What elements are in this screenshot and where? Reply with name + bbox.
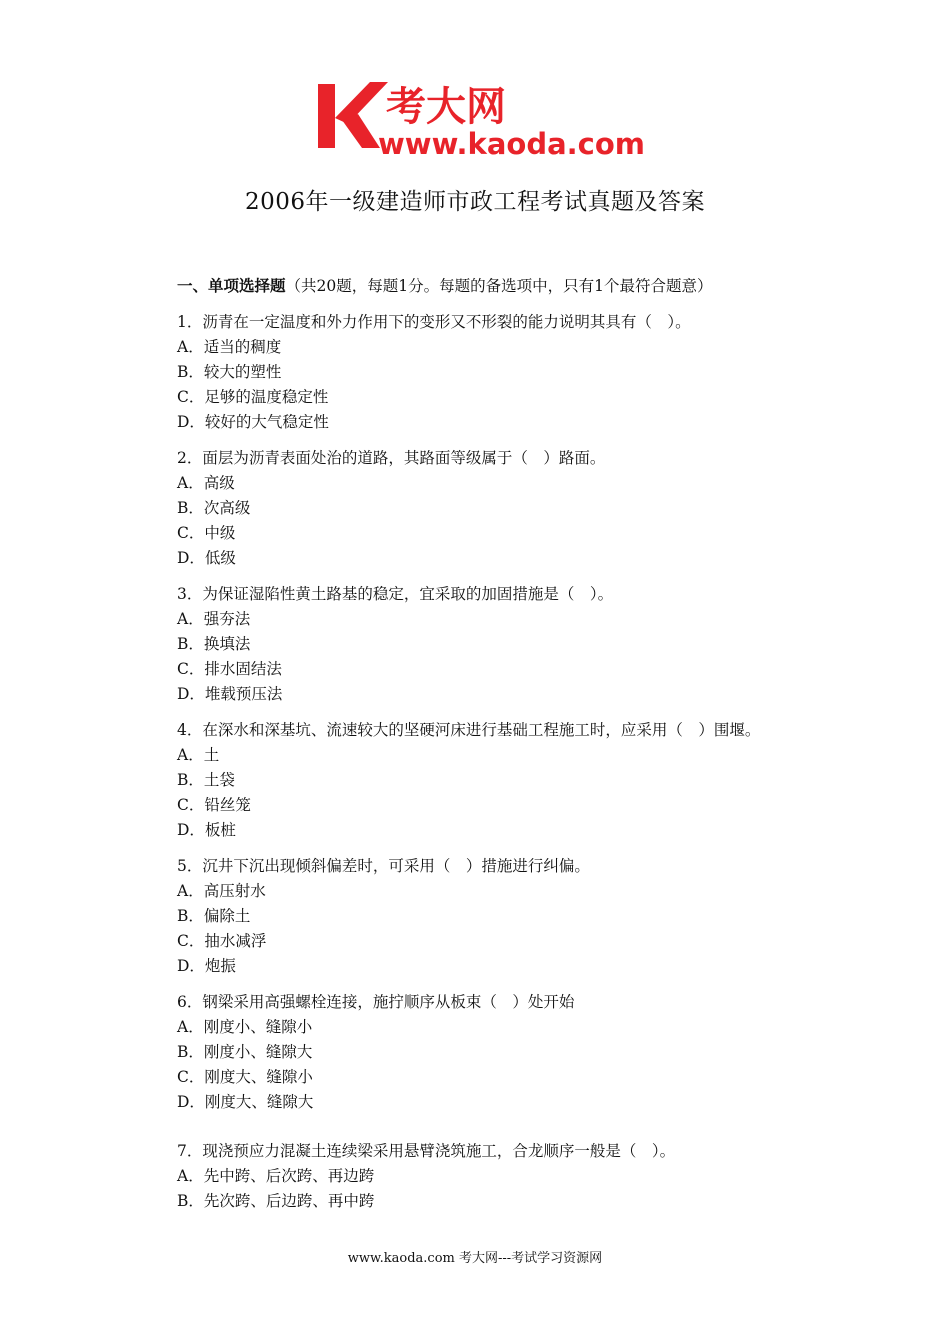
question-option: D．刚度大、缝隙大 <box>177 1093 314 1111</box>
question-option: A．高级 <box>177 474 235 492</box>
question-option: D．低级 <box>177 549 236 567</box>
question-option: A．先中跨、后次跨、再边跨 <box>177 1167 375 1185</box>
question-block <box>177 990 837 1115</box>
question-option: B．先次跨、后边跨、再中跨 <box>177 1192 375 1210</box>
question-stem: 4．在深水和深基坑、流速较大的坚硬河床进行基础工程施工时，应采用（ ）围堰。 <box>177 721 761 739</box>
question-stem: 6．钢梁采用高强螺栓连接，施拧顺序从板束（ ）处开始 <box>177 993 575 1011</box>
question-option: C．排水固结法 <box>177 660 282 678</box>
question-option: C．中级 <box>177 524 236 542</box>
question-stem: 3．为保证湿陷性黄土路基的稳定，宜采取的加固措施是（ ）。 <box>177 585 614 603</box>
svg-text:考大网: 考大网 <box>386 84 506 130</box>
section-heading <box>177 272 837 300</box>
question-option: C．刚度大、缝隙小 <box>177 1068 313 1086</box>
question-option: A．强夯法 <box>177 610 251 628</box>
question-option: D．板桩 <box>177 821 236 839</box>
svg-text:www.kaoda.com: www.kaoda.com <box>378 127 645 160</box>
question-option: B．土袋 <box>177 771 235 789</box>
kaoda-logo-graphic <box>318 80 648 160</box>
question-block <box>177 718 837 843</box>
question-option: B．较大的塑性 <box>177 363 282 381</box>
question-option: C．抽水减浮 <box>177 932 267 950</box>
question-block <box>177 310 837 435</box>
question-option: A．土 <box>177 746 220 764</box>
section-heading-label: 一、单项选择题 <box>177 276 286 295</box>
question-option: D．堆载预压法 <box>177 685 283 703</box>
question-option: A．高压射水 <box>177 882 266 900</box>
question-option: C．足够的温度稳定性 <box>177 388 329 406</box>
question-option: C．铅丝笼 <box>177 796 251 814</box>
question-option: B．次高级 <box>177 499 251 517</box>
question-block <box>177 582 837 707</box>
question-list <box>177 310 837 1214</box>
question-option: D．较好的大气稳定性 <box>177 413 329 431</box>
section-heading-note: （共20题，每题1分。每题的备选项中，只有1个最符合题意） <box>285 277 713 295</box>
question-option: D．炮振 <box>177 957 236 975</box>
question-stem: 1．沥青在一定温度和外力作用下的变形又不形裂的能力说明其具有（ ）。 <box>177 313 691 331</box>
question-block <box>177 1139 837 1214</box>
question-option: B．偏除土 <box>177 907 251 925</box>
question-block <box>177 446 837 571</box>
document-title: 2006年一级建造师市政工程考试真题及答案 <box>244 189 706 215</box>
question-block <box>177 854 837 979</box>
document-body <box>177 272 837 1225</box>
kaoda-logo <box>318 80 648 160</box>
question-option: A．刚度小、缝隙小 <box>177 1018 313 1036</box>
question-stem: 7．现浇预应力混凝土连续梁采用悬臂浇筑施工，合龙顺序一般是（ ）。 <box>177 1142 676 1160</box>
page-footer: www.kaoda.com 考大网---考试学习资源网 <box>347 1251 603 1266</box>
question-option: B．换填法 <box>177 635 251 653</box>
question-stem: 5．沉井下沉出现倾斜偏差时，可采用（ ）措施进行纠偏。 <box>177 857 590 875</box>
question-option: A．适当的稠度 <box>177 338 282 356</box>
question-option: B．刚度小、缝隙大 <box>177 1043 313 1061</box>
question-stem: 2．面层为沥青表面处治的道路，其路面等级属于（ ）路面。 <box>177 449 606 467</box>
